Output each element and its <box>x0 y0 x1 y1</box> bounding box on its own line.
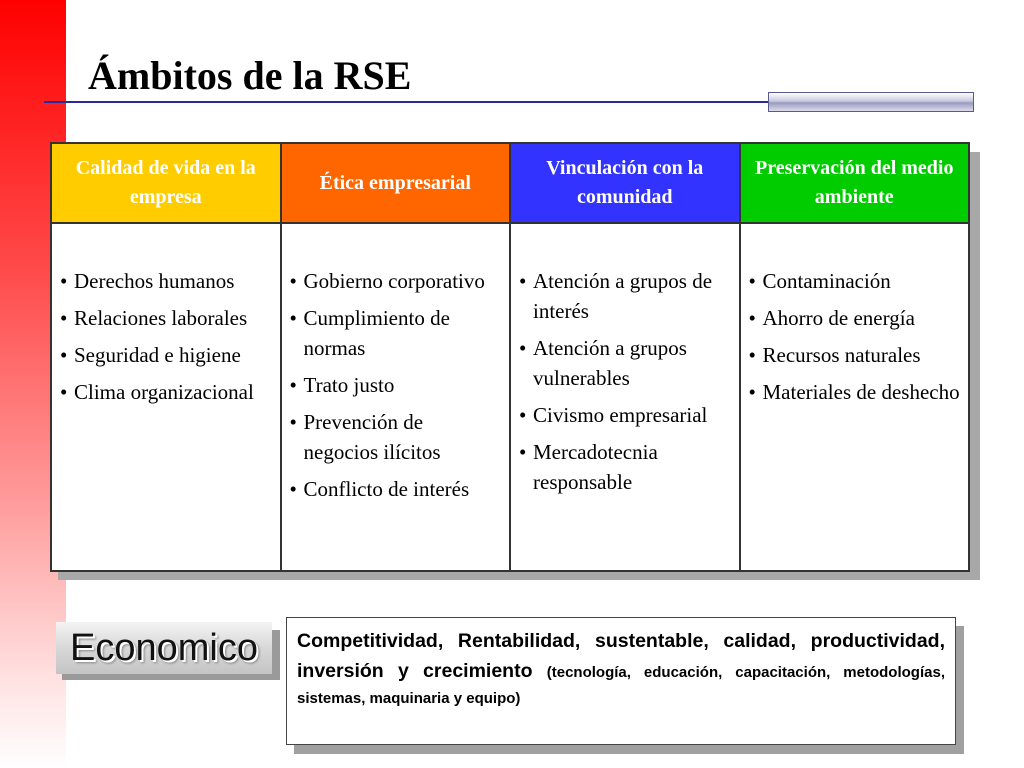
column-vinculacion-comunidad <box>511 144 741 570</box>
column-header: Preservación del medio ambiente <box>741 144 969 224</box>
economico-label: Economico <box>56 622 272 674</box>
bullet-item: • Materiales de deshecho <box>749 377 961 407</box>
column-header: Vinculación con la comunidad <box>511 144 739 224</box>
bullet-item: • Derechos humanos <box>60 266 272 296</box>
slide-title: Ámbitos de la RSE <box>88 53 412 98</box>
bullet-item: • Cumplimiento de normas <box>290 303 502 363</box>
bullet-item: • Atención a grupos de interés <box>519 266 731 326</box>
bullet-item: • Civismo empresarial <box>519 400 731 430</box>
column-body <box>52 224 280 414</box>
column-body <box>511 224 739 504</box>
rse-table <box>50 142 970 572</box>
column-calidad-de-vida <box>52 144 282 570</box>
economico-sub-text: (tecnología, educación, capacitación, metodologías, sistemas, maquinaria y equipo) <box>297 664 945 707</box>
column-header: Ética empresarial <box>282 144 510 224</box>
column-medio-ambiente <box>741 144 969 570</box>
bullet-item: • Ahorro de energía <box>749 303 961 333</box>
bullet-item: • Trato justo <box>290 370 502 400</box>
bullet-item: • Clima organizacional <box>60 377 272 407</box>
economico-main-text: Competitividad, Rentabilidad, sustentable, calidad, productividad, inversión y crecimiento <box>297 630 945 682</box>
bullet-item: • Conflicto de interés <box>290 474 502 504</box>
bullet-item: • Relaciones laborales <box>60 303 272 333</box>
title-decorative-box <box>768 92 974 112</box>
column-etica-empresarial <box>282 144 512 570</box>
bullet-item: • Seguridad e higiene <box>60 340 272 370</box>
bullet-item: • Atención a grupos vulnerables <box>519 333 731 393</box>
bullet-item: • Recursos naturales <box>749 340 961 370</box>
bullet-item: • Contaminación <box>749 266 961 296</box>
column-body <box>282 224 510 511</box>
bullet-item: • Prevención de negocios ilícitos <box>290 407 502 467</box>
economico-description-box <box>286 617 956 745</box>
column-header: Calidad de vida en la empresa <box>52 144 280 224</box>
bullet-item: • Gobierno corporativo <box>290 266 502 296</box>
bullet-item: • Mercadotecnia responsable <box>519 437 731 497</box>
column-body <box>741 224 969 414</box>
